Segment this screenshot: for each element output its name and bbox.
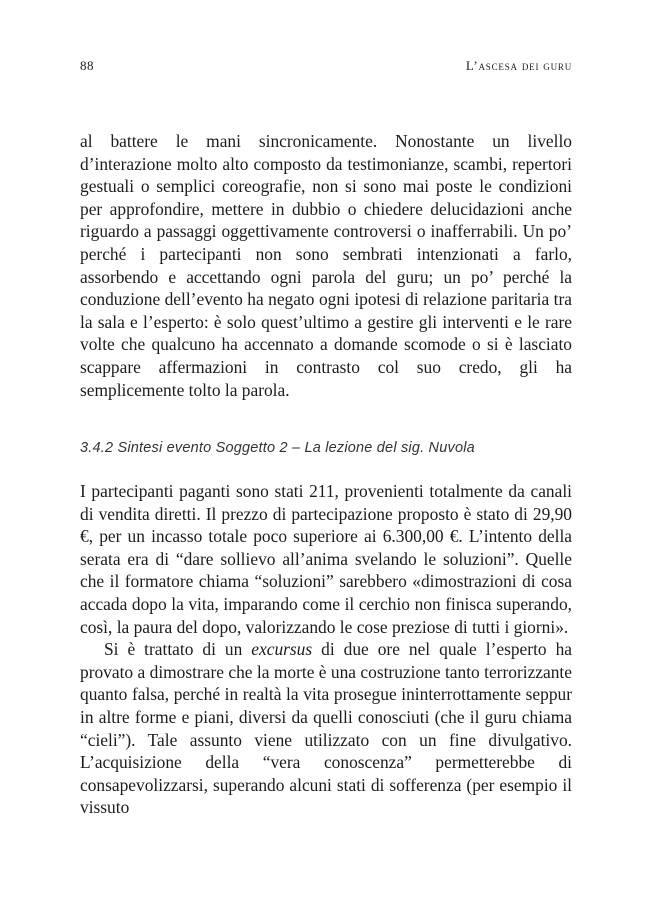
page-number: 88 xyxy=(80,58,94,73)
body-text-bottom xyxy=(80,480,572,819)
body-text-top xyxy=(80,130,572,401)
paragraph-text: Si è trattato di un xyxy=(104,639,252,660)
paragraph: al battere le mani sincronicamente. Nonostante un livello d’interazione molto alto composto da testimonianze, scambi, repertori gestuali o semplici coreografie, non si sono mai poste le condizioni per approfondire, mettere in dubbio o chiedere delucidazioni anche riguardo a passaggi oggettivamente controversi o inafferrabili. Un po’ perché i partecipanti non sono sembrati intenzionati a farlo, assorbendo e accettando ogni parola del guru; un po’ perché la conduzione dell’evento ha negato ogni ipotesi di relazione paritaria tra la sala e l’esperto: è solo quest’ultimo a gestire gli interventi e le rare volte che qualcuno ha accennato a domande scomode o si è lasciato scappare affermazioni in contrasto col suo credo, gli ha semplicemente tolto la parola. xyxy=(80,131,572,400)
running-title: L’ascesa dei guru xyxy=(465,58,572,73)
paragraph xyxy=(80,638,572,819)
paragraph-text: di due ore nel quale l’esperto ha provato a dimostrare che la morte è una costruzione tanto terrorizzante quanto falsa, perché in realtà la vita prosegue ininterrottamente seppur in altre forme e piani, diversi da quelli conosciuti (che il guru chiama “cieli”). Tale assunto viene utilizzato con un fine divulgativo. L’acquisizione della “vera conoscenza” permetterebbe di consapevolizzarsi, superando alcuni stati di sofferenza (per esempio il vissuto xyxy=(80,639,572,818)
paragraph: I partecipanti paganti sono stati 211, provenienti totalmente da canali di vendita diretti. Il prezzo di partecipazione proposto è stato di 29,90 €, per un incasso totale poco superiore ai 6.300,00 €. L’intento della serata era di “dare sollievo all’anima svelando le soluzioni”. Quelle che il formatore chiama “soluzioni” sarebbero «dimostrazioni di cosa accada dopo la vita, imparando come il cerchio non finisca superando, così, la paura del dopo, valorizzando le cose preziose di tutti i giorni». xyxy=(80,481,572,637)
section-heading: 3.4.2 Sintesi evento Soggetto 2 – La lezione del sig. Nuvola xyxy=(80,440,475,456)
italic-term: excursus xyxy=(251,639,313,660)
